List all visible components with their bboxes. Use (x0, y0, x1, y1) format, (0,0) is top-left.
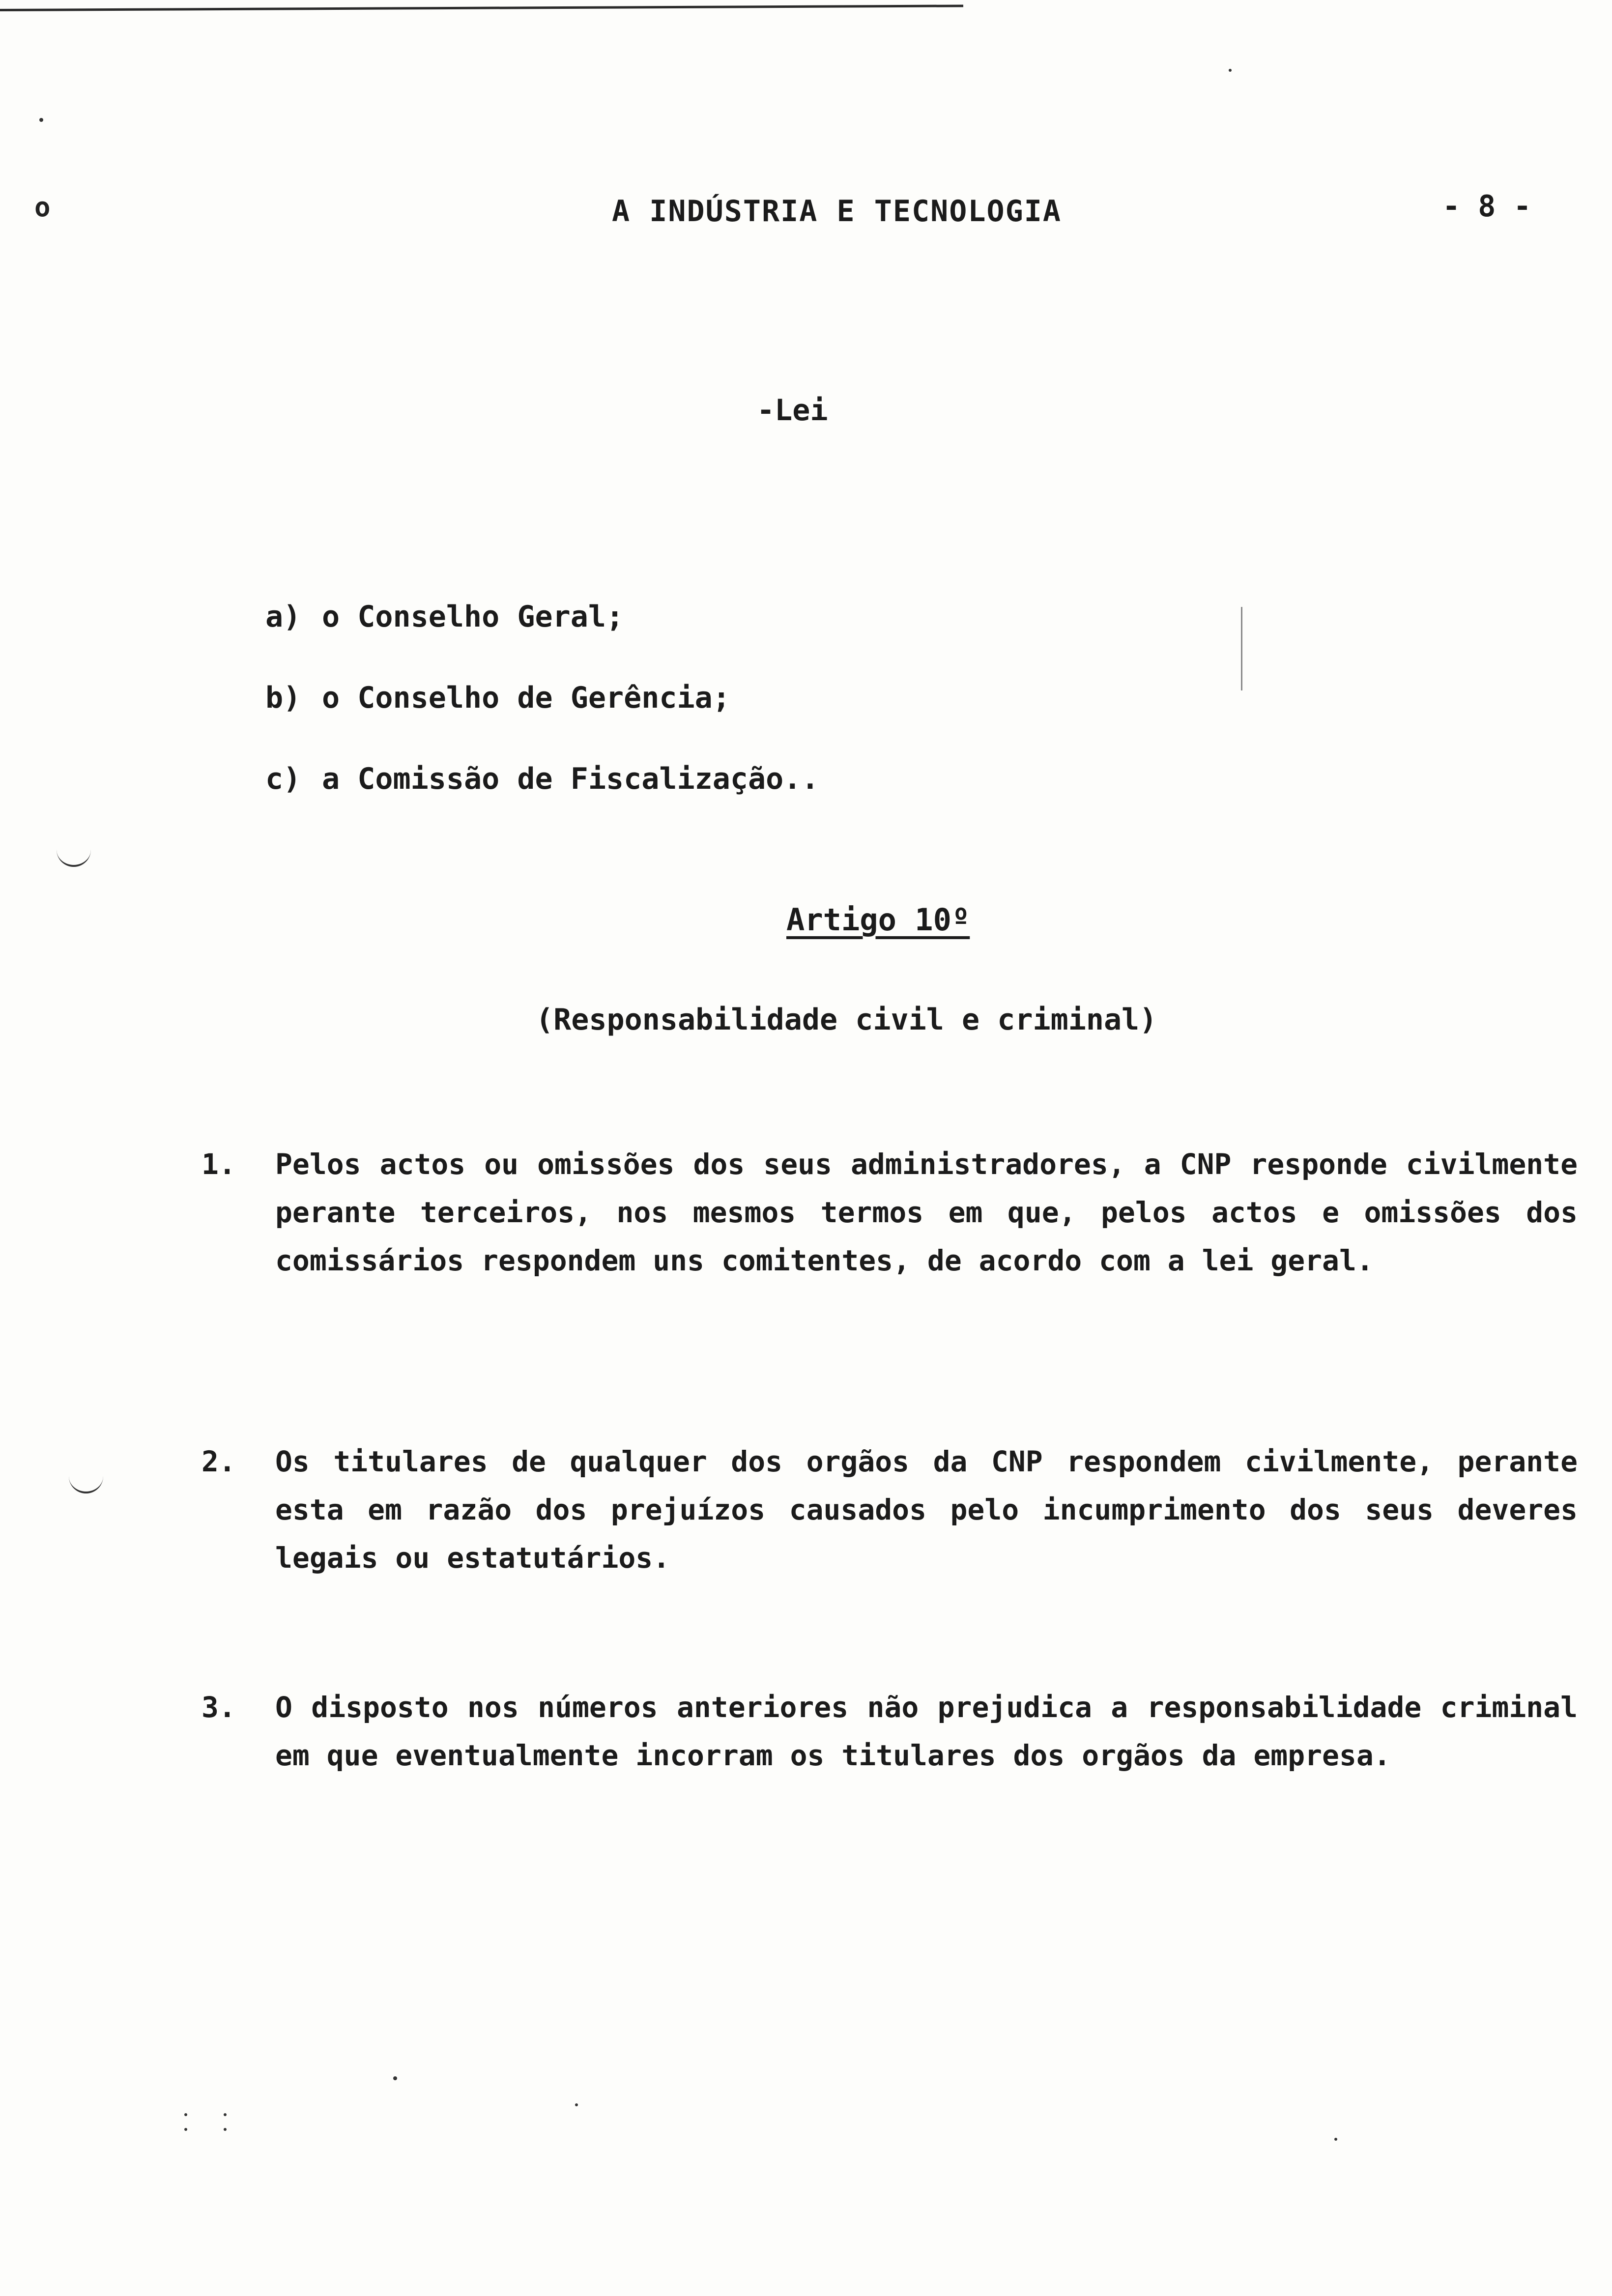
scan-curl (57, 845, 91, 867)
paragraph-text: O disposto nos números anteriores não prejudica a responsabilidade criminal em que eventualmente incorram os titulares dos orgãos da empresa. (275, 1691, 1578, 1772)
running-header-title: A INDÚSTRIA E TECNOLOGIA (612, 194, 1062, 229)
page-number: - 8 - (1442, 189, 1531, 224)
list-item (265, 600, 819, 681)
scan-speck (224, 2128, 227, 2131)
paragraph-number: 3. (202, 1691, 236, 1724)
article-title: Artigo 10º (786, 902, 970, 938)
article-subtitle: (Responsabilidade civil e criminal) (536, 1003, 1157, 1037)
paragraph-text: Os titulares de qualquer dos orgãos da CNP respondem civilmente, perante esta em razão dos prejuízos causados pelo incumprimento dos seus deveres legais ou estatutários. (275, 1445, 1578, 1575)
scan-speck (1334, 2138, 1337, 2141)
paragraph-number: 1. (202, 1148, 236, 1181)
scan-speck (184, 2128, 187, 2131)
numbered-paragraph (202, 1437, 1578, 1582)
scan-speck (393, 2076, 397, 2080)
scan-curl (69, 1472, 103, 1493)
scan-line (1241, 607, 1242, 690)
numbered-paragraph (202, 1683, 1578, 1779)
scan-speck (39, 118, 43, 122)
scan-speck (575, 2103, 578, 2106)
list-item-text: o Conselho de Gerência; (322, 681, 730, 715)
list-item-letter: b) (265, 681, 301, 715)
list-item-text: o Conselho Geral; (322, 600, 624, 634)
scan-speck (184, 2113, 187, 2116)
section-word: -Lei (757, 393, 828, 428)
top-scan-rule (0, 4, 963, 11)
numbered-paragraph (202, 1140, 1578, 1285)
list-item-letter: c) (265, 762, 301, 796)
list-item (265, 762, 819, 843)
scan-speck (224, 2113, 227, 2116)
paragraph-text: Pelos actos ou omissões dos seus administradores, a CNP responde civilmente perante terceiros, nos mesmos termos em que, pelos actos e omissões dos comissários respondem uns comitentes, de acordo com a lei geral. (275, 1148, 1578, 1277)
list-item-text: a Comissão de Fiscalização.. (322, 762, 819, 796)
scan-speck (1229, 69, 1232, 72)
list-item (265, 681, 819, 762)
paragraph-number: 2. (202, 1445, 236, 1478)
list-item-letter: a) (265, 600, 301, 634)
company-bodies-list (265, 600, 819, 843)
margin-mark: o (34, 192, 51, 223)
